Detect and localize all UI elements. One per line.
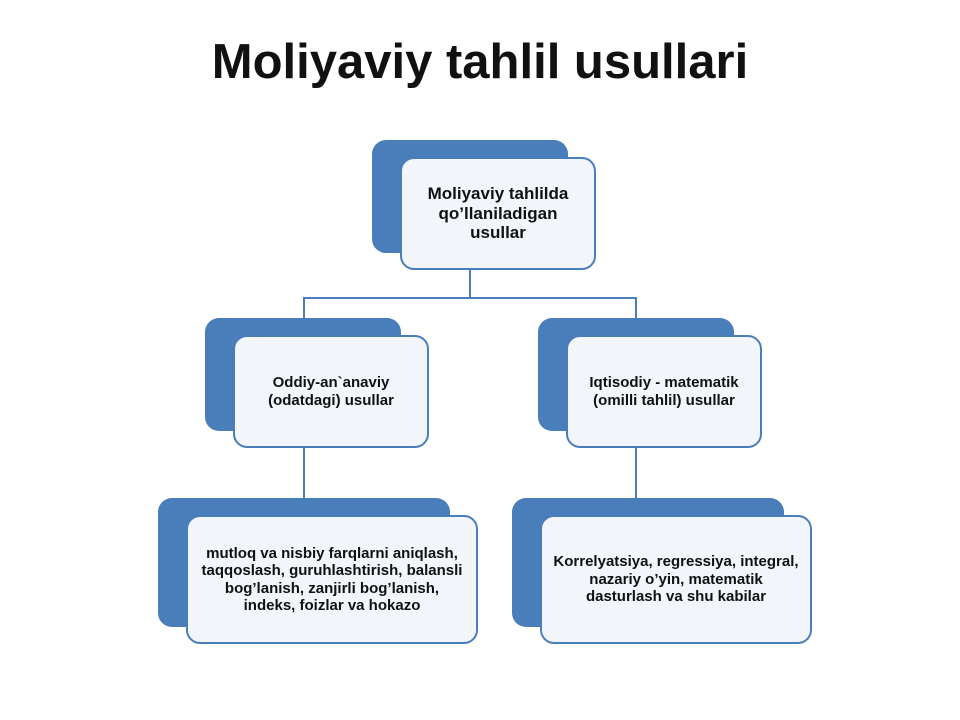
node-body: [540, 515, 812, 644]
node-body: [186, 515, 478, 644]
connector-root-down: [469, 270, 471, 298]
diagram-node-economic-mathematical-methods[interactable]: [538, 318, 739, 431]
node-label: mutloq va nisbiy farqlarni aniqlash, taqqoslash, guruhlashtirish, balansli bog’lanish, zanjirli bog’lanish, indeks, foizlar va hokazo: [201, 544, 463, 614]
node-label: Oddiy-an`anaviy (odatdagi) usullar: [268, 374, 394, 409]
node-label: Moliyaviy tahlilda qo’llaniladigan usullar: [427, 183, 569, 243]
node-body: [233, 335, 429, 448]
diagram-node-traditional-methods-details[interactable]: [158, 498, 463, 627]
node-body: [400, 157, 596, 270]
node-body: [566, 335, 762, 448]
node-label: Iqtisodiy - matematik (omilli tahlil) usullar: [589, 374, 739, 409]
diagram-node-root[interactable]: [372, 140, 568, 253]
node-label: Korrelyatsiya, regressiya, integral, nazariy o’yin, matematik dasturlash va shu kabilar: [553, 553, 799, 606]
diagram-node-traditional-methods[interactable]: [205, 318, 401, 431]
diagram-node-economic-mathematical-details[interactable]: [512, 498, 799, 627]
connector-horizontal-bar: [303, 297, 637, 299]
page-title: Moliyaviy tahlil usullari: [211, 35, 749, 89]
